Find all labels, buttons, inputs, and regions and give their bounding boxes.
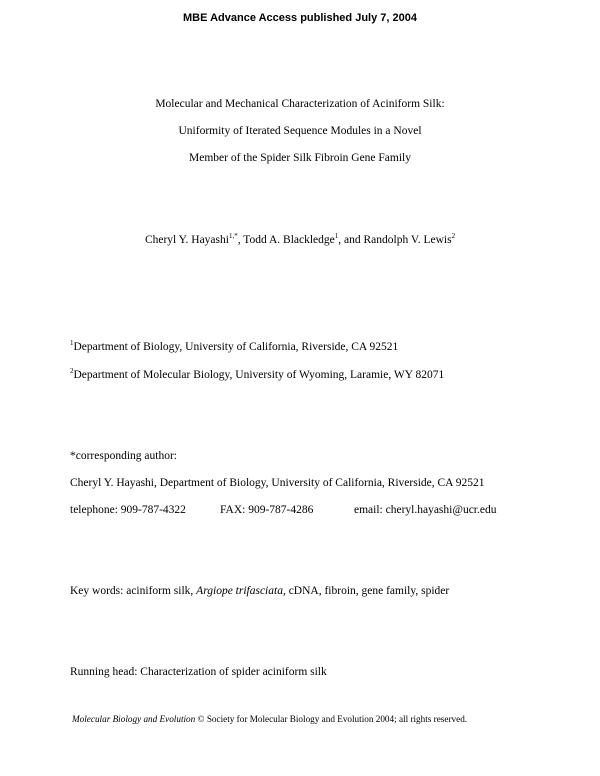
- fax: FAX: 909-787-4286: [220, 504, 314, 516]
- author-name: Randolph V. Lewis: [363, 234, 452, 246]
- telephone: telephone: 909-787-4322: [70, 504, 186, 516]
- affiliation-1: [70, 341, 398, 353]
- affiliation-2: [70, 369, 444, 381]
- email: email: cheryl.hayashi@ucr.edu: [354, 504, 497, 516]
- author-affiliation-mark: 1,*: [228, 232, 238, 240]
- affiliation-text: Department of Molecular Biology, University of Wyoming, Laramie, WY 82071: [73, 369, 445, 381]
- title-line-3: Member of the Spider Silk Fibroin Gene Family: [189, 152, 411, 164]
- title-line-2: Uniformity of Iterated Sequence Modules in a Novel: [178, 125, 422, 137]
- author-separator: , and: [338, 234, 364, 246]
- advance-access-banner: MBE Advance Access published July 7, 2004: [183, 12, 417, 24]
- journal-name: Molecular Biology and Evolution: [72, 714, 196, 724]
- keywords: [70, 585, 449, 597]
- corresponding-author-label: *corresponding author:: [70, 450, 177, 462]
- running-head: Running head: Characterization of spider aciniform silk: [70, 666, 327, 678]
- corresponding-author-address: Cheryl Y. Hayashi, Department of Biology, University of California, Riverside, CA 92521: [70, 477, 485, 489]
- affiliation-mark: 2: [70, 367, 74, 375]
- keywords-species: Argiope trifasciata: [196, 585, 283, 597]
- keywords-suffix: , cDNA, fibroin, gene family, spider: [282, 585, 450, 597]
- author-affiliation-mark: 1: [334, 232, 339, 240]
- author-name: Cheryl Y. Hayashi: [144, 234, 229, 246]
- keywords-prefix: Key words: aciniform silk,: [70, 585, 197, 597]
- copyright-text: © Society for Molecular Biology and Evolution 2004; all rights reserved.: [195, 714, 468, 724]
- author-name: Todd A. Blackledge: [243, 234, 335, 246]
- affiliation-text: Department of Biology, University of California, Riverside, CA 92521: [73, 341, 399, 353]
- author-separator: ,: [237, 234, 244, 246]
- copyright-footer: [72, 714, 467, 724]
- title-line-1: Molecular and Mechanical Characterization of Aciniform Silk:: [155, 98, 445, 110]
- author-list: [0, 234, 600, 246]
- author-affiliation-mark: 2: [451, 232, 456, 240]
- affiliation-mark: 1: [70, 339, 74, 347]
